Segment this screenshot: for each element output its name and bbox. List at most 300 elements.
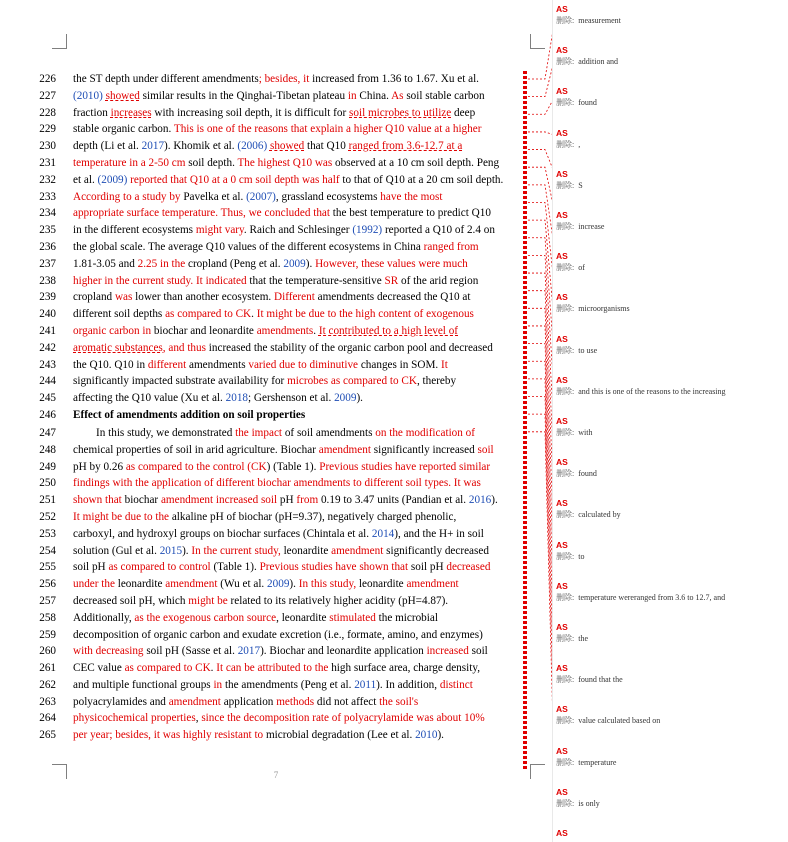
comment-body: [556, 15, 784, 26]
line-number: 259: [39, 628, 56, 641]
document-body[interactable]: [0, 71, 552, 744]
crop-mark-top-left: [52, 34, 67, 49]
text-run: . Raich and Schlesinger: [243, 224, 353, 237]
tracked-change-text: According to a study by: [73, 190, 181, 203]
deleted-text: the: [578, 634, 589, 643]
line-text[interactable]: [73, 323, 528, 340]
delete-label: 删除:: [556, 222, 575, 231]
citation-link[interactable]: 2009: [334, 392, 357, 405]
line-text[interactable]: [73, 222, 528, 239]
line-text[interactable]: [73, 543, 528, 560]
tracked-change-text: and thus: [165, 341, 206, 354]
deleted-text: found that the: [578, 675, 623, 685]
tracked-change-text: It: [441, 358, 448, 371]
deleted-text: and this is one of the reasons to the increasing: [578, 386, 726, 396]
text-run: .: [210, 662, 217, 675]
text-line: [0, 627, 552, 644]
line-number: 230: [39, 140, 56, 153]
text-line: [0, 677, 552, 694]
comment-balloon[interactable]: [556, 4, 784, 26]
tracked-change-text: in: [213, 678, 223, 691]
text-run: , thereby: [416, 375, 457, 388]
citation-link[interactable]: 2015: [159, 544, 183, 557]
tracked-change-text: was: [114, 291, 133, 304]
text-run: ). Khomik et al.: [164, 140, 238, 153]
comment-author: AS: [556, 745, 568, 756]
line-text[interactable]: [73, 425, 528, 442]
text-run: Additionally,: [73, 611, 135, 624]
change-bar: [523, 71, 527, 771]
line-number: 236: [39, 240, 56, 253]
line-number: 265: [39, 729, 56, 742]
citation-link[interactable]: 2014: [371, 527, 395, 540]
citation-link[interactable]: (2007): [246, 190, 276, 203]
text-run: In this study, we demonstrated: [96, 426, 236, 439]
line-number: 246: [39, 408, 56, 421]
comment-balloon[interactable]: [556, 45, 784, 67]
tracked-change-text: As: [391, 89, 404, 102]
tracked-change-text: microbes as compared to CK: [287, 375, 417, 388]
comment-author: AS: [556, 45, 568, 56]
comment-balloon[interactable]: [556, 828, 784, 839]
text-line: [0, 459, 552, 476]
line-text[interactable]: [73, 155, 528, 172]
line-number: 252: [39, 510, 56, 523]
text-run: soil pH: [73, 561, 109, 574]
delete-label: 删除:: [556, 180, 575, 190]
crop-mark-top-right: [530, 34, 545, 49]
line-text[interactable]: [73, 643, 528, 660]
comment-author: AS: [556, 168, 568, 179]
tracked-change-text: distinct: [439, 678, 473, 691]
comment-balloon[interactable]: [556, 498, 784, 520]
text-run: biochar: [121, 494, 161, 507]
deleted-text: temperature wereranged from 3.6 to 12.7, and: [578, 592, 726, 602]
text-run: 1.81-3.05 and: [73, 257, 138, 270]
delete-label: 删除:: [556, 551, 575, 561]
deleted-text: calculated by: [578, 510, 621, 520]
comment-balloon[interactable]: [556, 622, 784, 644]
delete-label: 删除:: [556, 757, 575, 767]
text-line: [0, 88, 552, 105]
citation-link[interactable]: 2010: [415, 729, 438, 742]
delete-label: 删除:: [556, 57, 575, 67]
line-number: 247: [39, 426, 56, 439]
comment-balloon[interactable]: [556, 457, 784, 479]
tracked-change-text: amendment: [331, 544, 384, 557]
text-line: [0, 138, 552, 155]
line-text[interactable]: [73, 357, 528, 374]
tracked-change-text: decreased: [446, 561, 491, 574]
deleted-text: to use: [578, 345, 598, 355]
delete-label: 删除:: [556, 634, 575, 643]
text-run: soil pH (Sasse et al.: [143, 645, 238, 658]
line-text[interactable]: [73, 71, 528, 88]
text-line: [0, 543, 552, 560]
tracked-change-text: as compared to CK: [165, 308, 252, 321]
text-line: [0, 289, 552, 306]
text-run: observed at a 10 cm soil depth. Peng: [332, 156, 500, 169]
line-number: 232: [39, 173, 56, 186]
text-run: the microbial: [375, 611, 438, 624]
comment-body: [556, 674, 784, 685]
tracked-change-text: in: [347, 89, 357, 102]
comment-body: [556, 468, 784, 479]
comment-body: [556, 221, 784, 232]
text-run: increased from 1.36 to 1.67. Xu et al.: [309, 73, 479, 85]
text-line: [0, 205, 552, 222]
text-line: [0, 256, 552, 273]
line-text[interactable]: [73, 88, 528, 105]
comment-balloon[interactable]: [556, 787, 784, 809]
line-text[interactable]: [73, 172, 528, 189]
text-run: the amendments (Peng et al.: [222, 678, 355, 691]
text-run: leonardite: [280, 544, 332, 557]
text-line: [0, 273, 552, 290]
comment-balloon[interactable]: [556, 210, 784, 232]
text-line: [0, 390, 552, 407]
comment-author: AS: [556, 210, 568, 220]
text-run: amendments: [186, 358, 249, 371]
citation-link[interactable]: (1992): [352, 224, 383, 237]
tracked-change-text: increases: [110, 106, 152, 119]
line-number: 237: [39, 257, 56, 270]
text-run: Pavelka et al.: [180, 190, 247, 203]
text-run: significantly decreased: [383, 544, 489, 557]
text-line: [0, 526, 552, 543]
line-number: 250: [39, 477, 56, 490]
line-number: 241: [39, 324, 56, 337]
text-line: [0, 222, 552, 239]
text-run: decreased soil pH, which: [73, 594, 189, 607]
text-run: ,: [195, 712, 202, 725]
tracked-change-text: as the exogenous carbon source: [134, 611, 277, 624]
tracked-change-text: showed: [269, 140, 305, 153]
citation-link[interactable]: (2010): [73, 89, 103, 102]
tracked-change-text: In this study,: [298, 578, 357, 591]
line-text[interactable]: [73, 492, 528, 509]
line-number: 257: [39, 594, 56, 607]
line-number: 233: [39, 190, 56, 203]
text-run: did not affect: [314, 695, 380, 708]
line-text[interactable]: [73, 559, 528, 576]
text-run: similar results in the Qinghai-Tibetan plateau: [139, 89, 348, 102]
tracked-change-text: ranged from 3.6-12.7 at a: [348, 140, 463, 153]
citation-link[interactable]: (2006): [237, 140, 268, 153]
line-text[interactable]: [73, 273, 528, 290]
deleted-text: to: [578, 551, 585, 561]
comment-balloon[interactable]: [556, 704, 784, 726]
tracked-change-text: Different: [274, 291, 315, 304]
tracked-change-text: In the current study,: [191, 544, 281, 557]
deleted-text: found: [578, 469, 597, 479]
tracked-change-text: shown that: [73, 494, 122, 507]
comment-balloon[interactable]: [556, 334, 784, 356]
tracked-change-text: might be: [188, 594, 228, 607]
line-text[interactable]: [73, 256, 528, 273]
tracked-change-text: amendment: [406, 578, 459, 591]
tracked-change-text: varied due to diminutive: [248, 358, 359, 371]
line-number: 229: [39, 123, 56, 136]
text-run: reported a Q10 of 2.4 on: [382, 224, 495, 237]
tracked-change-text: appropriate surface temperature. Thus, we concluded that: [73, 207, 330, 220]
line-text[interactable]: [73, 459, 528, 476]
line-text[interactable]: [73, 373, 528, 390]
deleted-text: temperature: [578, 757, 617, 767]
comment-body: [556, 551, 784, 562]
text-line: [0, 425, 552, 442]
line-text[interactable]: [73, 593, 528, 610]
line-text[interactable]: [73, 289, 528, 306]
text-run: ).: [305, 257, 316, 270]
comment-balloon[interactable]: [556, 128, 784, 150]
comment-balloon[interactable]: [556, 251, 784, 273]
tracked-change-text: showed: [105, 89, 140, 102]
comment-body: [556, 56, 784, 67]
text-run: cropland (Peng et al.: [185, 257, 284, 270]
line-number: 226: [39, 73, 56, 85]
text-run: of the arid region: [398, 274, 479, 287]
tracked-change-text: with decreasing: [73, 645, 144, 658]
text-run: significantly increased: [370, 443, 478, 456]
line-text[interactable]: [73, 121, 528, 138]
text-run: application: [220, 695, 277, 708]
line-text[interactable]: [73, 677, 528, 694]
tracked-change-text: stimulated: [329, 611, 376, 624]
text-run: soil depth.: [185, 156, 238, 169]
text-run: to that of Q10 at a 20 cm soil depth.: [339, 173, 504, 186]
text-run: alkaline pH of biochar (pH=9.37), negatively charged phenolic,: [169, 510, 457, 523]
text-run: ; Gershenson et al.: [248, 392, 335, 405]
line-text[interactable]: [73, 340, 528, 357]
text-run: 0.19 to 3.47 units (Pandian et al.: [318, 494, 469, 507]
text-run: ), and the H+ in soil: [394, 527, 484, 540]
line-text[interactable]: [73, 526, 528, 543]
text-run: soil: [468, 645, 488, 658]
delete-label: 删除:: [556, 386, 575, 396]
tracked-change-text: It can be attributed to the: [216, 662, 329, 675]
tracked-change-text: The highest Q10 was: [237, 156, 333, 169]
comment-balloon[interactable]: [556, 663, 784, 685]
text-line: [0, 306, 552, 323]
text-run: et al.: [73, 173, 98, 186]
text-run: that Q10: [304, 140, 349, 153]
text-run: ).: [437, 729, 444, 742]
line-text[interactable]: [73, 727, 528, 744]
text-line: [0, 373, 552, 390]
delete-label: 删除:: [556, 16, 575, 25]
text-line: [0, 105, 552, 122]
citation-link[interactable]: 2009: [267, 578, 290, 591]
text-line: [0, 340, 552, 357]
text-line: [0, 559, 552, 576]
delete-label: 删除:: [556, 510, 575, 520]
line-number: 228: [39, 106, 56, 119]
delete-label: 删除:: [556, 592, 575, 602]
comment-balloon[interactable]: [556, 292, 784, 314]
tracked-change-text: aromatic substances,: [73, 341, 166, 354]
deleted-text: value calculated based on: [578, 716, 661, 726]
comment-author: AS: [556, 498, 568, 509]
text-run: ) (Table 1).: [266, 460, 320, 473]
comment-author: AS: [556, 704, 568, 715]
text-run: pH by 0.26: [73, 460, 126, 473]
line-number: 248: [39, 443, 56, 456]
citation-link[interactable]: (2009): [97, 173, 128, 186]
text-run: decomposition of organic carbon and exudate excretion (i.e., formate, amino, and enzymes): [73, 628, 483, 641]
comment-body: [556, 592, 784, 603]
delete-label: 删除:: [556, 345, 575, 355]
tracked-change-text: ranged from: [423, 240, 479, 253]
citation-link[interactable]: 2016: [468, 494, 492, 507]
line-text[interactable]: [73, 509, 528, 526]
page-number: 7: [273, 770, 279, 780]
deleted-text: is only: [578, 798, 600, 808]
line-text[interactable]: [73, 138, 528, 155]
line-number: 264: [39, 712, 56, 725]
text-run: increased the stability of the organic carbon pool and decreased: [205, 341, 493, 354]
line-number: 251: [39, 494, 56, 507]
line-text[interactable]: [73, 710, 528, 727]
comment-body: [556, 715, 784, 726]
line-text[interactable]: [73, 306, 528, 323]
deleted-text: with: [578, 428, 593, 437]
comment-balloon[interactable]: [556, 86, 784, 108]
comment-author: AS: [556, 251, 568, 262]
line-number: 254: [39, 544, 56, 557]
tracked-change-text: reported that Q10 at a 0 cm soil depth was half: [127, 173, 340, 186]
comment-body: [556, 386, 784, 397]
text-run: different soil depths: [73, 308, 166, 321]
line-number: 235: [39, 224, 56, 237]
section-heading: [0, 407, 552, 425]
tracked-change-text: amendments: [256, 324, 314, 337]
line-text[interactable]: [73, 627, 528, 644]
text-line: [0, 71, 552, 88]
tracked-change-text: findings with the application of different biochar amendments to different soil types. It was: [73, 477, 481, 490]
line-text[interactable]: [73, 189, 528, 206]
line-text[interactable]: [73, 407, 528, 424]
tracked-change-text: have the most: [380, 190, 443, 203]
line-number: 243: [39, 358, 56, 371]
tracked-change-text: soil microbes to utilize: [349, 106, 452, 119]
tracked-change-text: from: [296, 494, 319, 507]
text-run: the ST depth under different amendments: [73, 73, 259, 85]
comment-author: AS: [556, 786, 568, 797]
deleted-text: found: [578, 98, 597, 108]
line-text[interactable]: [73, 239, 528, 256]
comment-balloon[interactable]: [556, 540, 784, 562]
text-line: [0, 172, 552, 189]
comment-body: [556, 798, 784, 809]
tracked-change-text: amendment increased soil: [160, 494, 278, 507]
citation-link[interactable]: 2009: [283, 257, 306, 270]
delete-label: 删除:: [556, 304, 575, 314]
text-line: [0, 694, 552, 711]
delete-label: 删除:: [556, 798, 575, 808]
text-line: [0, 475, 552, 492]
line-number: 249: [39, 460, 56, 473]
text-line: [0, 576, 552, 593]
text-run: that the temperature-sensitive: [246, 274, 385, 287]
tracked-change-text: increased: [426, 645, 469, 658]
text-run: in the different ecosystems: [73, 224, 196, 237]
comment-body: [556, 345, 784, 356]
deleted-text: of: [578, 263, 585, 273]
tracked-change-text: as compared to control: [108, 561, 211, 574]
text-run: China.: [356, 89, 392, 102]
line-number: 234: [39, 207, 56, 220]
line-text[interactable]: [73, 205, 528, 222]
line-text[interactable]: [73, 105, 528, 122]
comment-body: [556, 509, 784, 520]
text-run: cropland: [73, 291, 115, 304]
deleted-text: addition and: [578, 57, 619, 67]
comment-balloon[interactable]: [556, 375, 784, 397]
line-number: 261: [39, 662, 56, 675]
line-text[interactable]: [73, 660, 528, 677]
comment-author: AS: [556, 416, 568, 426]
citation-link[interactable]: 2017: [237, 645, 261, 658]
text-run: changes in SOM.: [358, 358, 441, 371]
comment-body: [556, 757, 784, 768]
text-run: chemical properties of soil in arid agriculture. Biochar: [73, 443, 319, 456]
citation-link[interactable]: 2011: [354, 678, 377, 691]
comment-balloon[interactable]: [556, 581, 784, 603]
tracked-change-text: It might be due to the: [73, 510, 170, 523]
line-number: 239: [39, 291, 56, 304]
text-run: related to its relatively higher acidity (pH=4.87).: [227, 594, 449, 607]
citation-link[interactable]: 2017: [141, 140, 165, 153]
comment-author: AS: [556, 86, 568, 97]
line-text[interactable]: [73, 390, 528, 407]
tracked-change-text: Previous studies have shown that: [259, 561, 409, 574]
line-text[interactable]: [73, 576, 528, 593]
delete-label: 删除:: [556, 716, 575, 726]
text-run: .: [251, 308, 257, 321]
delete-label: 删除:: [556, 469, 575, 479]
tracked-change-text: It might be due to the high content of exogenous: [256, 308, 474, 321]
text-run: amendments decreased the Q10 at: [314, 291, 471, 304]
text-run: deep: [451, 106, 476, 119]
comment-balloon[interactable]: [556, 746, 784, 768]
comment-balloon[interactable]: [556, 416, 784, 438]
line-number: 227: [39, 89, 56, 102]
text-run: ).: [182, 544, 192, 557]
comment-author: AS: [556, 539, 568, 550]
comment-author: AS: [556, 333, 568, 344]
text-line: [0, 442, 552, 459]
comment-balloon[interactable]: [556, 169, 784, 191]
tracked-change-text: higher in the current study.: [73, 274, 194, 287]
line-text[interactable]: [73, 694, 528, 711]
text-run: biochar and leonardite: [151, 324, 257, 337]
line-text[interactable]: [73, 610, 528, 627]
text-run: leonardite: [356, 578, 407, 591]
comment-author: AS: [556, 457, 568, 468]
text-run: fraction: [73, 106, 111, 119]
citation-link[interactable]: 2018: [225, 392, 249, 405]
line-text[interactable]: [73, 475, 528, 492]
text-run: ).: [289, 578, 299, 591]
text-run: Effect of amendments addition on soil properties: [73, 408, 306, 421]
comment-author: AS: [556, 828, 568, 838]
deleted-text: measurement: [578, 16, 621, 25]
line-number: 260: [39, 645, 56, 658]
line-text[interactable]: [73, 442, 528, 459]
tracked-change-text: as compared to CK: [124, 662, 211, 675]
text-line: [0, 121, 552, 138]
